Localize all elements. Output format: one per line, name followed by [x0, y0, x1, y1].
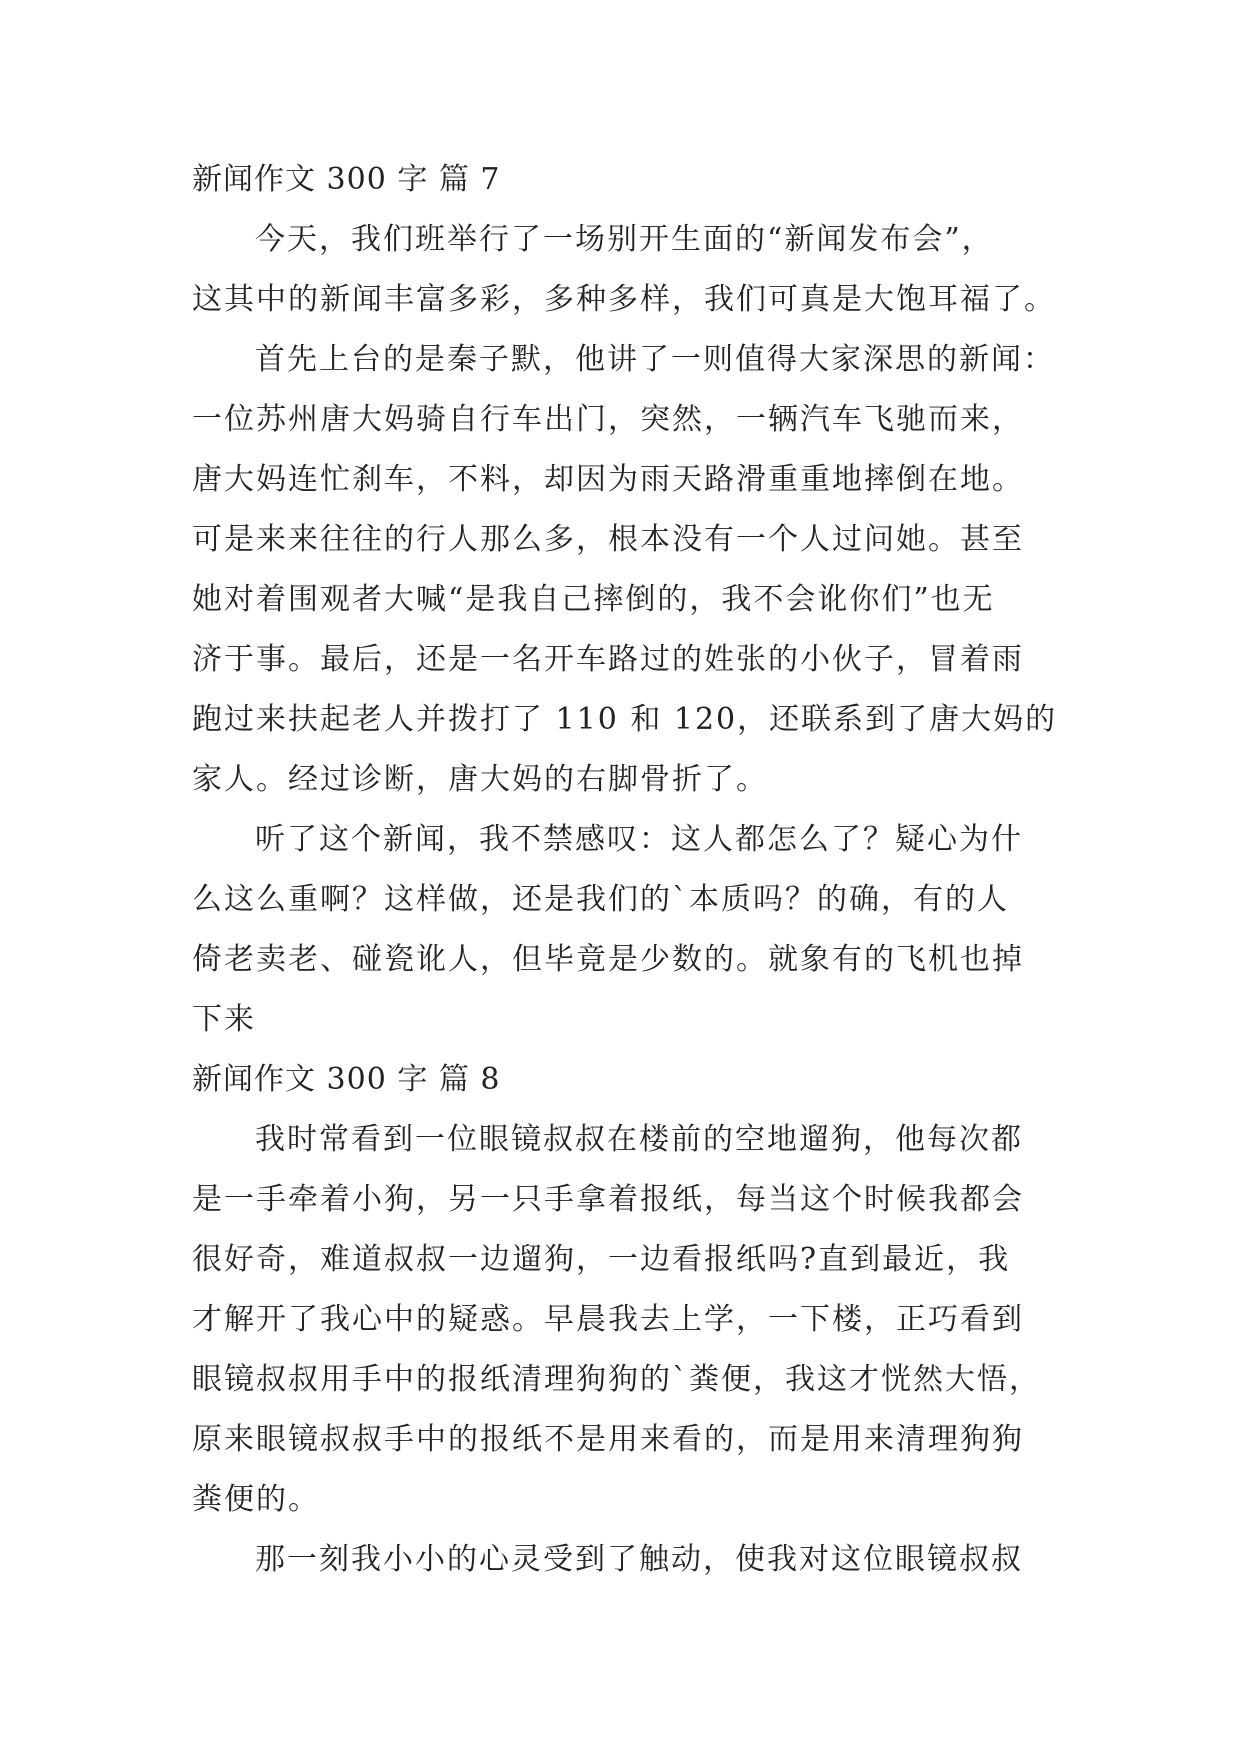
text-line: 倚老卖老、碰瓷讹人，但毕竟是少数的。就象有的飞机也掉: [192, 942, 1024, 977]
text-line: 是一手牵着小狗，另一只手拿着报纸，每当这个时候我都会: [192, 1182, 1024, 1217]
text-line: 粪便的。: [192, 1482, 320, 1517]
section-heading: 新闻作文 300 字 篇 7: [192, 162, 501, 197]
text-line: 她对着围观者大喊“是我自己摔倒的，我不会讹你们”也无: [192, 582, 995, 617]
document-body: [192, 150, 1062, 1590]
text-line: 可是来来往往的行人那么多，根本没有一个人过问她。甚至: [192, 522, 1024, 557]
text-line: 跑过来扶起老人并拨打了 110 和 120，还联系到了唐大妈的: [192, 702, 1058, 737]
text-line: 听了这个新闻，我不禁感叹：这人都怎么了？疑心为什: [255, 822, 1023, 857]
text-line: 那一刻我小小的心灵受到了触动，使我对这位眼镜叔叔: [255, 1542, 1023, 1577]
section-heading: 新闻作文 300 字 篇 8: [192, 1062, 501, 1097]
text-line: 么这么重啊？这样做，还是我们的`本质吗？的确，有的人: [192, 882, 1009, 917]
text-line: 很好奇，难道叔叔一边遛狗，一边看报纸吗?直到最近，我: [192, 1242, 1011, 1277]
text-line: 眼镜叔叔用手中的报纸清理狗狗的`粪便，我这才恍然大悟，: [192, 1362, 1041, 1397]
text-line: 济于事。最后，还是一名开车路过的姓张的小伙子，冒着雨: [192, 642, 1024, 677]
text-line: 唐大妈连忙刹车，不料，却因为雨天路滑重重地摔倒在地。: [192, 462, 1024, 497]
text-line: 我时常看到一位眼镜叔叔在楼前的空地遛狗，他每次都: [255, 1122, 1023, 1157]
text-line: 家人。经过诊断，唐大妈的右脚骨折了。: [192, 762, 768, 797]
text-line: 才解开了我心中的疑惑。早晨我去上学，一下楼，正巧看到: [192, 1302, 1024, 1337]
text-line: 一位苏州唐大妈骑自行车出门，突然，一辆汽车飞驰而来，: [192, 402, 1024, 437]
text-line: 这其中的新闻丰富多彩，多种多样，我们可真是大饱耳福了。: [192, 282, 1056, 317]
text-line: 下来: [192, 1002, 256, 1037]
text-line: 首先上台的是秦子默，他讲了一则值得大家深思的新闻：: [255, 342, 1055, 377]
text-line: 原来眼镜叔叔手中的报纸不是用来看的，而是用来清理狗狗: [192, 1422, 1024, 1457]
text-line: 今天，我们班举行了一场别开生面的“新闻发布会”，: [255, 222, 994, 257]
